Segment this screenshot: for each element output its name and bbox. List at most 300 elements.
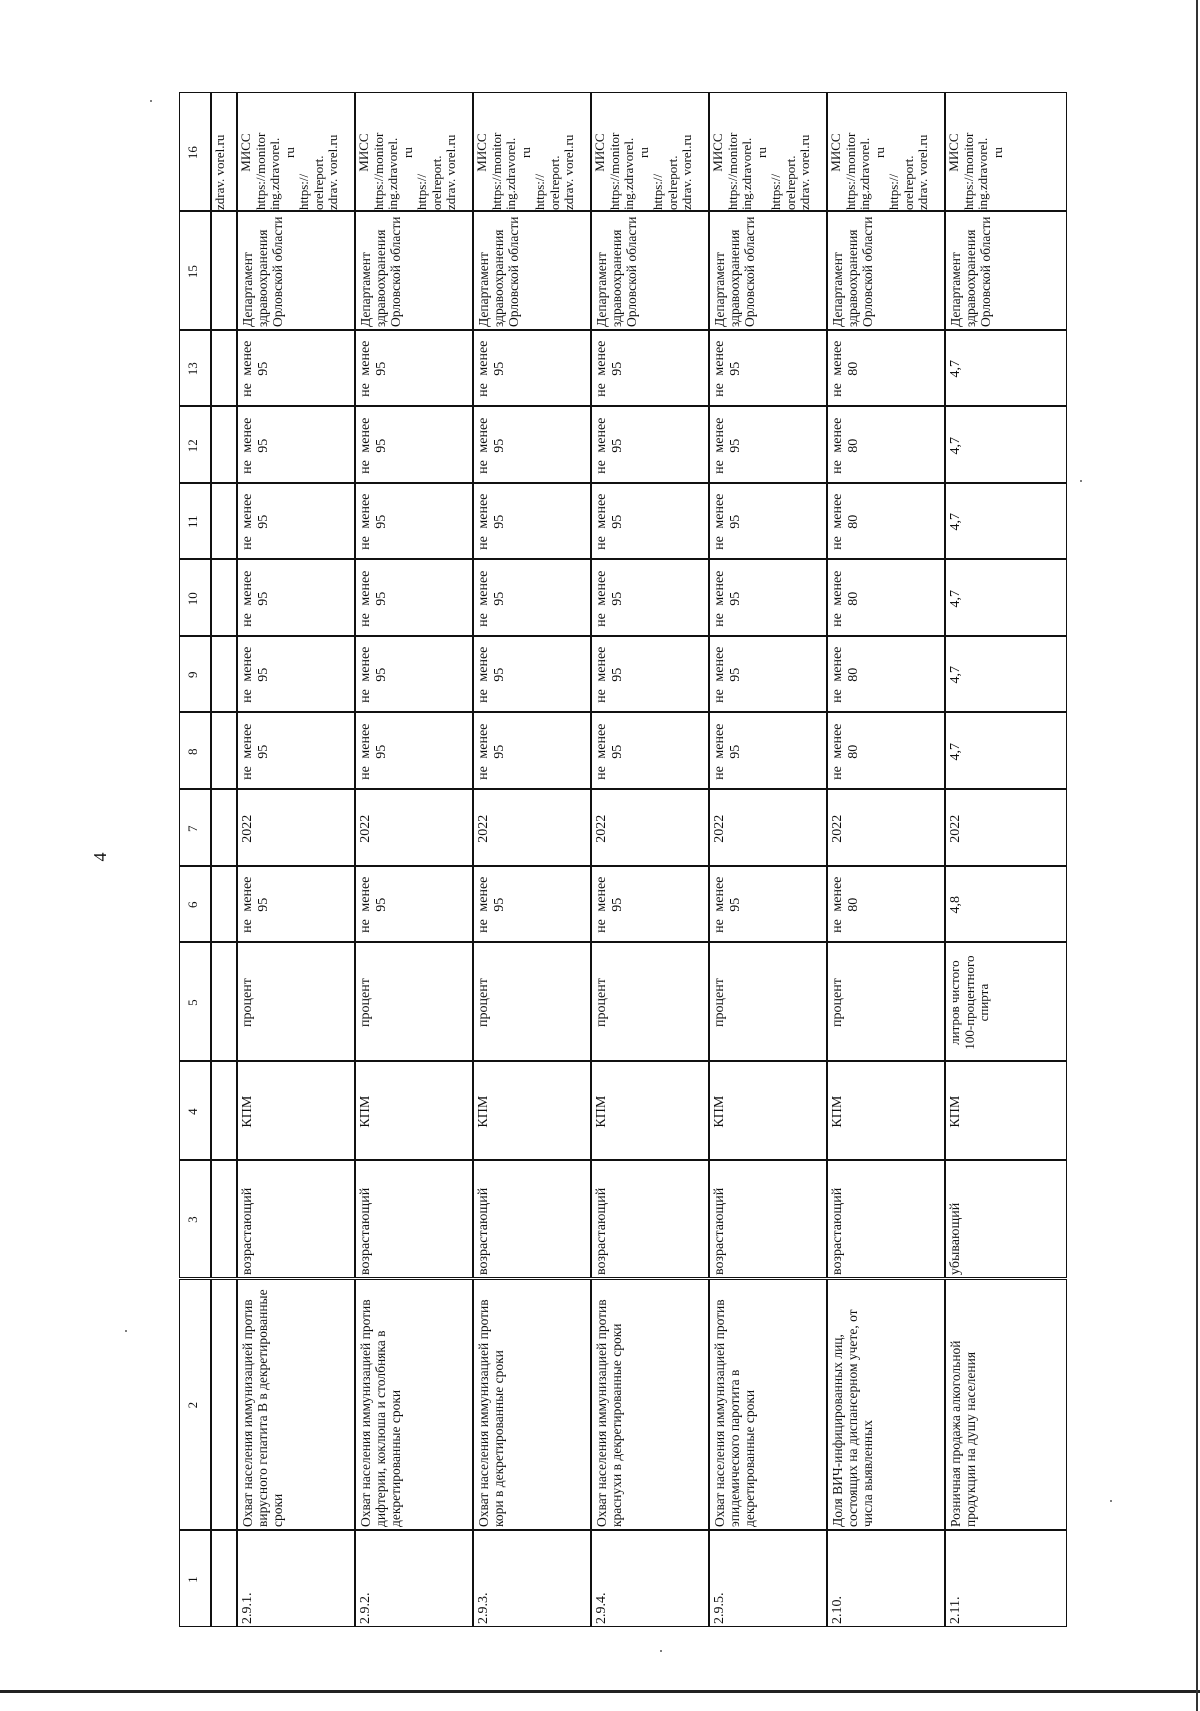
table-cell bbox=[237, 483, 355, 560]
source-link: https:// bbox=[650, 173, 666, 210]
table-cell bbox=[827, 483, 945, 560]
table-cell bbox=[237, 330, 355, 407]
source-cell bbox=[592, 93, 709, 211]
table-cell bbox=[945, 789, 1067, 866]
target-value: не менее 95 bbox=[358, 570, 389, 627]
table-cell bbox=[237, 636, 355, 713]
source-link: https://monitor bbox=[370, 132, 386, 210]
table-cell bbox=[945, 1160, 1067, 1279]
table-cell bbox=[591, 1530, 709, 1627]
target-value: 4,7 bbox=[948, 360, 963, 378]
target-value: не менее 80 bbox=[830, 723, 861, 780]
target-value: не менее 95 bbox=[594, 340, 625, 398]
source-title: МИСС bbox=[946, 133, 961, 172]
table-cell bbox=[709, 330, 827, 407]
target-value: не менее 80 bbox=[830, 417, 861, 474]
source-cell bbox=[828, 93, 945, 211]
base-value: не менее 80 bbox=[830, 876, 861, 933]
source-title: МИСС bbox=[238, 133, 253, 172]
table-cell bbox=[473, 712, 591, 789]
table-cell bbox=[355, 1279, 473, 1531]
base-year: 2022 bbox=[948, 814, 963, 843]
row-number: 2.9.1. bbox=[240, 1592, 255, 1624]
table-cell bbox=[945, 330, 1067, 407]
trend-cell: возрастающий bbox=[712, 1188, 727, 1276]
base-year: 2022 bbox=[830, 814, 845, 843]
type-cell: КПМ bbox=[712, 1095, 727, 1128]
table-cell bbox=[473, 1061, 591, 1160]
table-cell bbox=[709, 789, 827, 866]
scan-speck bbox=[1080, 480, 1082, 482]
table-cell bbox=[591, 866, 709, 943]
table-cell bbox=[709, 1530, 827, 1627]
unit-cell: процент bbox=[240, 978, 255, 1027]
table-cell bbox=[237, 1160, 355, 1279]
base-value: не менее 95 bbox=[594, 876, 625, 933]
base-year: 2022 bbox=[358, 814, 373, 843]
table-cell bbox=[473, 789, 591, 866]
unit-cell: процент bbox=[712, 978, 727, 1027]
indicator-name: Охват населения иммунизацией против эпидемического паротита в декретированные сроки bbox=[712, 1299, 758, 1528]
source-link: https:// bbox=[532, 173, 548, 210]
table-cell bbox=[355, 92, 473, 211]
target-value: 4,7 bbox=[948, 589, 963, 608]
type-cell: КПМ bbox=[948, 1095, 963, 1128]
header-cell bbox=[179, 942, 211, 1061]
table-cell bbox=[827, 1061, 945, 1160]
target-value: не менее 95 bbox=[358, 647, 389, 704]
target-value: не менее 95 bbox=[594, 493, 625, 551]
table-cell bbox=[237, 92, 355, 211]
table-cell bbox=[945, 1530, 1067, 1627]
table-cell bbox=[827, 712, 945, 789]
target-value: не менее 80 bbox=[830, 647, 861, 704]
table-cell bbox=[355, 330, 473, 407]
header-cell bbox=[179, 712, 211, 789]
scan-speck bbox=[660, 1650, 662, 1652]
target-value: не менее 95 bbox=[476, 723, 507, 780]
table-cell bbox=[473, 1160, 591, 1279]
continuation-cell bbox=[211, 712, 237, 789]
table-cell bbox=[473, 942, 591, 1061]
trend-cell: убывающий bbox=[948, 1203, 963, 1276]
header-label: 10 bbox=[185, 592, 200, 606]
table-cell bbox=[237, 866, 355, 943]
target-value: не менее 95 bbox=[712, 647, 743, 704]
responsible-department: Департамент здравоохранения Орловской области bbox=[240, 216, 286, 327]
source-link: ing.zdravorel. bbox=[385, 137, 401, 210]
table-cell bbox=[709, 92, 827, 211]
trend-cell: возрастающий bbox=[240, 1188, 255, 1276]
trend-cell: возрастающий bbox=[830, 1188, 845, 1276]
table-cell bbox=[709, 483, 827, 560]
header-cell bbox=[179, 483, 211, 560]
table-cell bbox=[945, 559, 1067, 636]
table-cell bbox=[827, 330, 945, 407]
source-link: https:// bbox=[768, 173, 784, 210]
header-label: 2 bbox=[185, 1402, 200, 1409]
source-link: zdrav. vorel.ru bbox=[561, 134, 577, 210]
source-link: orelreport. bbox=[782, 155, 798, 210]
source-title: МИСС bbox=[592, 133, 607, 172]
indicator-name: Охват населения иммунизацией против краснухи в декретированные сроки bbox=[594, 1299, 625, 1528]
source-link: ing.zdravorel. bbox=[739, 137, 755, 210]
base-value: не менее 95 bbox=[358, 876, 389, 933]
continuation-cell bbox=[211, 866, 237, 943]
table-cell bbox=[473, 636, 591, 713]
indicator-name: Розничная продажа алкогольной продукции на душу населения bbox=[948, 1340, 979, 1528]
type-cell: КПМ bbox=[594, 1095, 609, 1128]
row-number: 2.9.3. bbox=[476, 1592, 491, 1624]
table-cell bbox=[709, 1061, 827, 1160]
target-value: не менее 95 bbox=[240, 493, 271, 551]
source-link: ru bbox=[281, 147, 297, 158]
table-cell bbox=[709, 866, 827, 943]
header-cell bbox=[179, 789, 211, 866]
table-cell bbox=[709, 636, 827, 713]
source-link: https://monitor bbox=[724, 132, 740, 210]
type-cell: КПМ bbox=[358, 1095, 373, 1128]
target-value: не менее 95 bbox=[476, 570, 507, 627]
source-link: orelreport. bbox=[900, 155, 916, 210]
source-link: ru bbox=[989, 147, 1005, 158]
indicator-name: Доля ВИЧ-инфицированных лиц, состоящих на диспансерном учете, от числа выявленных bbox=[830, 1309, 876, 1528]
source-title: МИСС bbox=[474, 133, 489, 172]
responsible-department: Департамент здравоохранения Орловской области bbox=[358, 216, 404, 327]
table-cell bbox=[827, 1279, 945, 1531]
source-link: ing.zdravorel. bbox=[267, 137, 283, 210]
table-cell bbox=[591, 1160, 709, 1279]
trend-cell: возрастающий bbox=[476, 1188, 491, 1276]
table-cell bbox=[591, 942, 709, 1061]
target-value: не менее 80 bbox=[830, 340, 861, 398]
continuation-cell bbox=[211, 1160, 237, 1279]
table-cell bbox=[355, 636, 473, 713]
table-cell bbox=[709, 406, 827, 483]
row-number: 2.11. bbox=[948, 1596, 963, 1624]
source-link: zdrav. vorel.ru bbox=[797, 134, 813, 210]
trend-cell: возрастающий bbox=[594, 1188, 609, 1276]
base-year: 2022 bbox=[594, 814, 609, 843]
table-cell bbox=[827, 636, 945, 713]
base-year: 2022 bbox=[712, 814, 727, 843]
target-value: не менее 95 bbox=[476, 493, 507, 551]
source-cell bbox=[946, 93, 1067, 211]
unit-cell: процент bbox=[358, 978, 373, 1027]
table-cell bbox=[827, 92, 945, 211]
scan-speck bbox=[150, 100, 152, 102]
target-value: 4,7 bbox=[948, 742, 963, 761]
table-cell bbox=[355, 1530, 473, 1627]
scan-speck bbox=[125, 1330, 127, 1332]
table-cell bbox=[473, 559, 591, 636]
source-title: МИСС bbox=[356, 133, 371, 172]
target-value: не менее 95 bbox=[240, 417, 271, 474]
source-link: zdrav. vorel.ru bbox=[915, 134, 931, 210]
continuation-cell bbox=[211, 1279, 237, 1531]
target-value: не менее 95 bbox=[594, 723, 625, 780]
source-link: zdrav. vorel.ru bbox=[679, 134, 695, 210]
source-cell bbox=[474, 93, 591, 211]
source-link: orelreport. bbox=[546, 155, 562, 210]
source-link: ing.zdravorel. bbox=[975, 137, 991, 210]
indicator-name: Охват населения иммунизацией против дифтерии, коклюша и столбняка в декретированные сроки bbox=[358, 1299, 404, 1528]
header-label: 13 bbox=[185, 362, 200, 376]
table-cell bbox=[473, 483, 591, 560]
table-cell bbox=[827, 559, 945, 636]
table-cell bbox=[355, 1160, 473, 1279]
header-cell bbox=[179, 406, 211, 483]
type-cell: КПМ bbox=[830, 1095, 845, 1128]
unit-cell: процент bbox=[830, 978, 845, 1027]
target-value: 4,7 bbox=[948, 513, 963, 531]
table-cell bbox=[237, 211, 355, 330]
scan-bottom-edge bbox=[0, 1690, 1200, 1693]
target-value: не менее 95 bbox=[240, 340, 271, 398]
base-value: 4,8 bbox=[948, 896, 963, 914]
unit-cell: процент bbox=[476, 978, 491, 1027]
target-value: не менее 95 bbox=[594, 647, 625, 704]
table-cell bbox=[355, 406, 473, 483]
header-cell bbox=[179, 636, 211, 713]
header-label: 1 bbox=[185, 1576, 200, 1583]
source-link: zdrav. vorel.ru bbox=[443, 134, 459, 210]
table-cell bbox=[355, 559, 473, 636]
target-value: не менее 95 bbox=[476, 340, 507, 398]
header-cell bbox=[179, 211, 211, 330]
table-cell bbox=[709, 559, 827, 636]
header-label: 6 bbox=[185, 901, 200, 909]
target-value: не менее 95 bbox=[358, 417, 389, 474]
header-label: 4 bbox=[185, 1108, 200, 1115]
unit-cell: литров чистого 100-процентного спирта bbox=[947, 955, 992, 1050]
table-cell bbox=[237, 789, 355, 866]
header-label: 12 bbox=[185, 439, 200, 453]
target-value: не менее 95 bbox=[240, 723, 271, 780]
table-cell bbox=[709, 1160, 827, 1279]
table-cell bbox=[709, 942, 827, 1061]
table-cell bbox=[237, 942, 355, 1061]
table-cell bbox=[945, 1061, 1067, 1160]
table-cell bbox=[945, 712, 1067, 789]
continuation-cell bbox=[211, 942, 237, 1061]
source-link: https://monitor bbox=[606, 132, 622, 210]
source-link: ru bbox=[871, 147, 887, 158]
target-value: не менее 80 bbox=[830, 493, 861, 551]
table-cell bbox=[355, 789, 473, 866]
source-link: https://monitor bbox=[842, 132, 858, 210]
target-value: не менее 95 bbox=[712, 340, 743, 398]
continuation-cell bbox=[211, 636, 237, 713]
indicator-name: Охват населения иммунизацией против вирусного гепатита В в декретированные сроки bbox=[240, 1289, 286, 1528]
continuation-cell bbox=[211, 789, 237, 866]
table-cell bbox=[591, 559, 709, 636]
responsible-department: Департамент здравоохранения Орловской области bbox=[476, 216, 522, 327]
target-value: не менее 95 bbox=[594, 570, 625, 627]
table-cell bbox=[827, 789, 945, 866]
target-value: не менее 95 bbox=[358, 340, 389, 398]
table-cell bbox=[591, 789, 709, 866]
table-cell bbox=[709, 712, 827, 789]
continuation-cell bbox=[211, 1530, 237, 1627]
row-number: 2.9.4. bbox=[594, 1592, 609, 1624]
table-cell bbox=[237, 1279, 355, 1531]
table-cell bbox=[827, 211, 945, 330]
table-cell bbox=[945, 483, 1067, 560]
table-cell bbox=[473, 1279, 591, 1531]
source-link: https:// bbox=[296, 173, 312, 210]
target-value: не менее 95 bbox=[358, 723, 389, 780]
header-cell bbox=[179, 1530, 211, 1627]
source-cell bbox=[356, 93, 473, 211]
table-cell bbox=[591, 406, 709, 483]
continuation-cell bbox=[211, 1061, 237, 1160]
base-value: не менее 95 bbox=[712, 876, 743, 933]
table-cell bbox=[591, 483, 709, 560]
continuation-cell bbox=[211, 92, 237, 211]
table-cell bbox=[355, 211, 473, 330]
table-cell bbox=[591, 92, 709, 211]
table-cell bbox=[591, 1279, 709, 1531]
header-cell bbox=[179, 1061, 211, 1160]
indicator-name: Охват населения иммунизацией против кори в декретированные сроки bbox=[476, 1299, 507, 1528]
table-cell bbox=[945, 942, 1067, 1061]
table-cell bbox=[945, 866, 1067, 943]
header-label: 9 bbox=[185, 671, 200, 679]
table-cell bbox=[709, 211, 827, 330]
table-cell bbox=[355, 942, 473, 1061]
source-link: ing.zdravorel. bbox=[503, 137, 519, 210]
table-cell bbox=[945, 1279, 1067, 1531]
table-cell bbox=[827, 406, 945, 483]
target-value: не менее 95 bbox=[358, 493, 389, 551]
header-label: 5 bbox=[185, 999, 200, 1006]
header-cell bbox=[179, 330, 211, 407]
target-value: не менее 80 bbox=[830, 570, 861, 627]
page-number: 4 bbox=[90, 852, 110, 862]
header-label: 8 bbox=[185, 748, 200, 755]
table-cell bbox=[945, 636, 1067, 713]
table-cell bbox=[355, 1061, 473, 1160]
table-cell bbox=[237, 559, 355, 636]
source-link: ru bbox=[635, 147, 651, 158]
header-cell bbox=[179, 1160, 211, 1279]
table-cell bbox=[355, 483, 473, 560]
base-year: 2022 bbox=[476, 814, 491, 843]
table-cell bbox=[591, 211, 709, 330]
table-cell bbox=[945, 92, 1067, 211]
base-year: 2022 bbox=[240, 814, 255, 843]
base-value: не менее 95 bbox=[476, 876, 507, 933]
header-label: 7 bbox=[185, 825, 200, 832]
table-cell bbox=[591, 636, 709, 713]
source-title: МИСС bbox=[828, 133, 843, 172]
base-value: не менее 95 bbox=[240, 876, 271, 933]
continuation-source: zdrav. vorel.ru bbox=[212, 134, 227, 210]
header-cell bbox=[179, 866, 211, 943]
scan-right-edge bbox=[1196, 0, 1198, 1711]
table-cell bbox=[709, 1279, 827, 1531]
continuation-cell bbox=[211, 330, 237, 407]
table-cell bbox=[237, 1061, 355, 1160]
responsible-department: Департамент здравоохранения Орловской области bbox=[948, 216, 994, 327]
table-cell bbox=[473, 92, 591, 211]
table-cell bbox=[473, 1530, 591, 1627]
table-cell bbox=[237, 1530, 355, 1627]
table-cell bbox=[237, 406, 355, 483]
source-link: ru bbox=[517, 147, 533, 158]
source-link: ing.zdravorel. bbox=[857, 137, 873, 210]
continuation-cell bbox=[211, 559, 237, 636]
table-cell bbox=[827, 942, 945, 1061]
target-value: не менее 95 bbox=[240, 647, 271, 704]
target-value: не менее 95 bbox=[712, 417, 743, 474]
source-link: orelreport. bbox=[310, 155, 326, 210]
source-link: ru bbox=[753, 147, 769, 158]
table-cell bbox=[355, 866, 473, 943]
target-value: не менее 95 bbox=[476, 647, 507, 704]
table-cell bbox=[473, 330, 591, 407]
type-cell: КПМ bbox=[240, 1095, 255, 1128]
header-cell bbox=[179, 1279, 211, 1531]
source-link: ing.zdravorel. bbox=[621, 137, 637, 210]
source-link: https://monitor bbox=[960, 132, 976, 210]
source-link: https://monitor bbox=[252, 132, 268, 210]
trend-cell: возрастающий bbox=[358, 1188, 373, 1276]
header-cell bbox=[179, 559, 211, 636]
continuation-cell bbox=[211, 211, 237, 330]
table-cell bbox=[827, 866, 945, 943]
target-value: не менее 95 bbox=[712, 493, 743, 551]
header-label: 16 bbox=[185, 145, 200, 159]
table-cell bbox=[473, 406, 591, 483]
target-value: 4,7 bbox=[948, 666, 963, 684]
table-cell bbox=[237, 712, 355, 789]
scan-speck bbox=[1110, 1500, 1112, 1502]
row-number: 2.9.2. bbox=[358, 1592, 373, 1624]
source-cell bbox=[710, 93, 827, 211]
continuation-cell bbox=[211, 483, 237, 560]
responsible-department: Департамент здравоохранения Орловской области bbox=[594, 216, 640, 327]
table-cell bbox=[355, 712, 473, 789]
source-title: МИСС bbox=[710, 133, 725, 172]
responsible-department: Департамент здравоохранения Орловской области bbox=[712, 216, 758, 327]
target-value: не менее 95 bbox=[712, 723, 743, 780]
type-cell: КПМ bbox=[476, 1095, 491, 1128]
source-link: https://monitor bbox=[488, 132, 504, 210]
target-value: не менее 95 bbox=[476, 417, 507, 474]
source-link: orelreport. bbox=[664, 155, 680, 210]
table-cell bbox=[473, 866, 591, 943]
row-number: 2.10. bbox=[830, 1595, 845, 1624]
target-value: 4,7 bbox=[948, 436, 963, 455]
table-cell bbox=[473, 211, 591, 330]
table-cell bbox=[827, 1530, 945, 1627]
table-cell bbox=[945, 406, 1067, 483]
table-cell bbox=[827, 1160, 945, 1279]
row-number: 2.9.5. bbox=[712, 1592, 727, 1624]
table-cell bbox=[945, 211, 1067, 330]
header-cell bbox=[179, 92, 211, 211]
responsible-department: Департамент здравоохранения Орловской области bbox=[830, 216, 876, 327]
source-link: orelreport. bbox=[428, 155, 444, 210]
target-value: не менее 95 bbox=[712, 570, 743, 627]
source-link: zdrav. vorel.ru bbox=[325, 134, 341, 210]
source-link: https:// bbox=[414, 173, 430, 210]
target-value: не менее 95 bbox=[594, 417, 625, 474]
header-label: 11 bbox=[185, 515, 200, 529]
table-cell bbox=[591, 1061, 709, 1160]
